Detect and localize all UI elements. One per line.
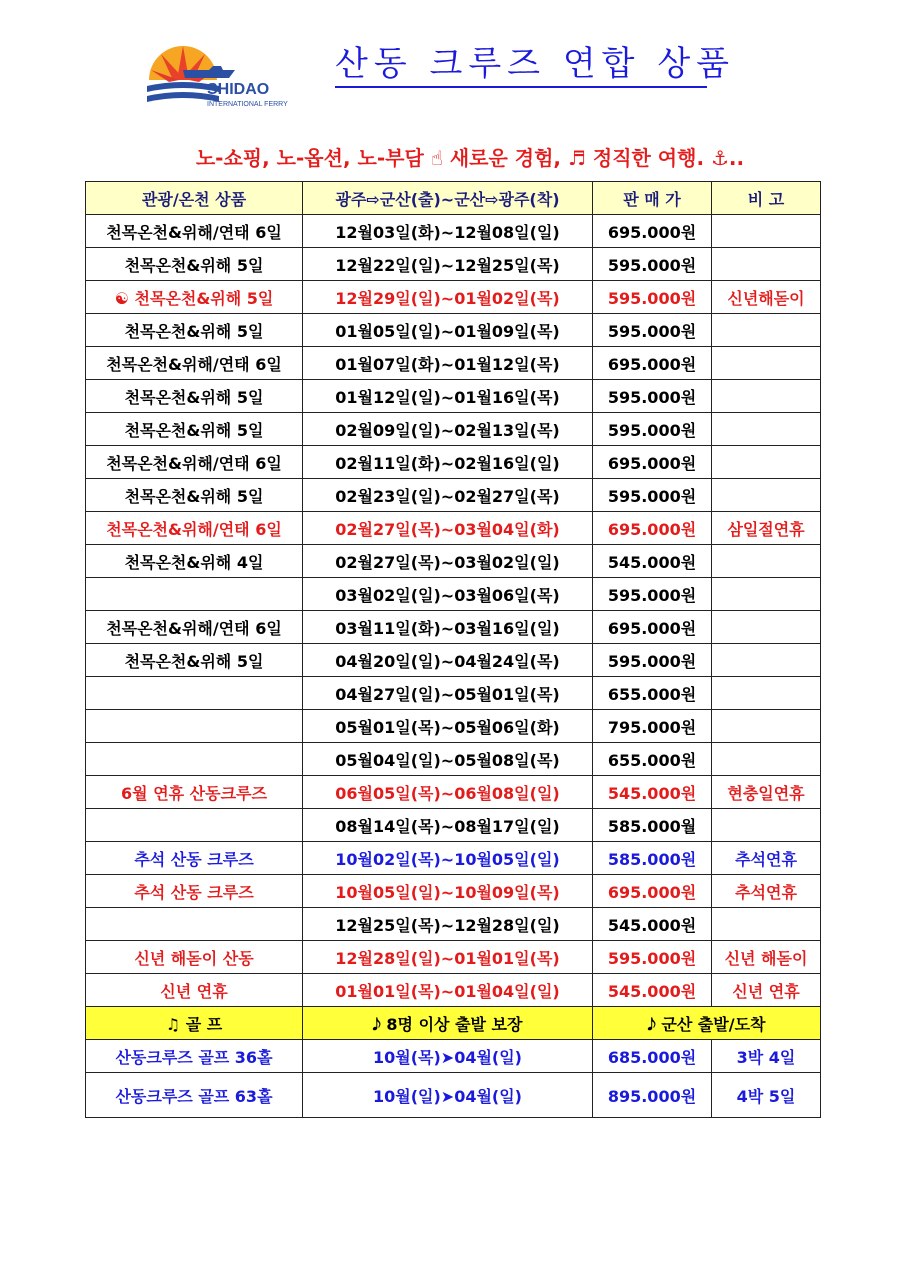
product-cell: 천목온천&위해 5일 [86,479,303,512]
golf-product-cell: 산동크루즈 골프 36홀 [86,1040,303,1073]
product-cell: 천목온천&위해 5일 [86,248,303,281]
note-cell: 신년 연휴 [712,974,821,1007]
product-cell: 천목온천&위해/연태 6일 [86,512,303,545]
table-row [86,644,821,677]
product-cell: 신년 해돋이 산동 [86,941,303,974]
table-row [86,776,821,809]
golf-header-title: ♫ 골 프 [86,1007,303,1040]
product-cell: 천목온천&위해/연태 6일 [86,215,303,248]
product-cell: 추석 산동 크루즈 [86,875,303,908]
table-row [86,743,821,776]
note-cell [712,380,821,413]
note-cell [712,644,821,677]
table-row [86,248,821,281]
note-cell: 추석연휴 [712,875,821,908]
dates-cell: 01월05일(일)~01월09일(목) [303,314,593,347]
dates-cell: 02월23일(일)~02월27일(목) [303,479,593,512]
price-cell: 545.000원 [593,776,712,809]
product-cell: 신년 연휴 [86,974,303,1007]
price-cell: 655.000원 [593,743,712,776]
note-cell [712,908,821,941]
price-cell: 595.000원 [593,281,712,314]
page-title: 산동 크루즈 연합 상품 [335,42,707,88]
golf-price-cell: 685.000원 [593,1040,712,1073]
price-cell: 695.000원 [593,215,712,248]
note-cell [712,479,821,512]
dates-cell: 05월04일(일)~05월08일(목) [303,743,593,776]
golf-dates-cell: 10월(일)➤04월(일) [303,1073,593,1118]
price-cell: 695.000원 [593,446,712,479]
product-cell: 천목온천&위해 5일 [86,380,303,413]
dates-cell: 12월25일(목)~12월28일(일) [303,908,593,941]
note-cell: 신년 해돋이 [712,941,821,974]
product-cell: 천목온천&위해 5일 [86,644,303,677]
price-cell: 545.000원 [593,908,712,941]
product-cell: 천목온천&위해 4일 [86,545,303,578]
table-row [86,314,821,347]
note-cell [712,743,821,776]
note-cell [712,677,821,710]
golf-header [86,1007,821,1040]
table-row [86,710,821,743]
price-cell: 595.000원 [593,248,712,281]
dates-cell: 03월11일(화)~03월16일(일) [303,611,593,644]
note-cell [712,347,821,380]
dates-cell: 08월14일(목)~08월17일(일) [303,809,593,842]
dates-cell: 05월01일(목)~05월06일(화) [303,710,593,743]
golf-price-cell: 895.000원 [593,1073,712,1118]
note-cell [712,578,821,611]
price-cell: 595.000원 [593,479,712,512]
slogan: 노-쇼핑, 노-옵션, 노-부담 ☝ 새로운 경험, ♬ 정직한 여행. ⚓.. [195,146,745,170]
header-price: 판 매 가 [593,182,712,215]
table-row [86,215,821,248]
product-cell [86,710,303,743]
price-cell: 695.000원 [593,611,712,644]
tour-table [85,181,821,1118]
note-cell [712,413,821,446]
table-row [86,281,821,314]
shidao-logo [143,40,289,112]
table-row [86,941,821,974]
dates-cell: 01월07일(화)~01월12일(목) [303,347,593,380]
dates-cell: 01월01일(목)~01월04일(일) [303,974,593,1007]
dates-cell: 02월09일(일)~02월13일(목) [303,413,593,446]
price-cell: 585.000월 [593,809,712,842]
product-cell: 천목온천&위해/연태 6일 [86,347,303,380]
product-cell: 천목온천&위해 5일 [86,413,303,446]
price-cell: 695.000원 [593,347,712,380]
golf-product-cell: 산동크루즈 골프 63홀 [86,1073,303,1118]
product-cell: 6월 연휴 산동크루즈 [86,776,303,809]
dates-cell: 02월27일(목)~03월04일(화) [303,512,593,545]
header-product: 관광/온천 상품 [86,182,303,215]
product-cell: 추석 산동 크루즈 [86,842,303,875]
golf-row [86,1040,821,1073]
table-row [86,545,821,578]
table-row [86,512,821,545]
golf-header-departure: 𝅘𝅥𝅮 군산 출발/도착 [593,1007,821,1040]
price-cell: 595.000원 [593,578,712,611]
golf-header-guarantee: 𝅘𝅥𝅮 8명 이상 출발 보장 [303,1007,593,1040]
dates-cell: 12월28일(일)~01월01일(목) [303,941,593,974]
price-cell: 545.000원 [593,545,712,578]
table-row [86,479,821,512]
note-cell [712,215,821,248]
dates-cell: 02월11일(화)~02월16일(일) [303,446,593,479]
note-cell [712,248,821,281]
product-cell [86,677,303,710]
golf-note-cell: 4박 5일 [712,1073,821,1118]
price-cell: 695.000원 [593,875,712,908]
price-cell: 595.000원 [593,644,712,677]
table-row [86,677,821,710]
note-cell [712,314,821,347]
price-cell: 595.000원 [593,941,712,974]
note-cell [712,809,821,842]
table-row [86,446,821,479]
logo-brand: SHIDAO [207,81,270,98]
dates-cell: 02월27일(목)~03월02일(일) [303,545,593,578]
dates-cell: 12월22일(일)~12월25일(목) [303,248,593,281]
table-row [86,875,821,908]
table-row [86,380,821,413]
table-row [86,413,821,446]
dates-cell: 12월29일(일)~01월02일(목) [303,281,593,314]
dates-cell: 01월12일(일)~01월16일(목) [303,380,593,413]
product-cell: 천목온천&위해/연태 6일 [86,446,303,479]
header-route: 광주⇨군산(출)~군산⇨광주(착) [303,182,593,215]
note-cell [712,710,821,743]
dates-cell: 10월05일(일)~10월09일(목) [303,875,593,908]
dates-cell: 03월02일(일)~03월06일(목) [303,578,593,611]
product-cell: ☯ 천목온천&위해 5일 [86,281,303,314]
note-cell [712,545,821,578]
table-row [86,809,821,842]
table-row [86,842,821,875]
product-cell [86,908,303,941]
price-cell: 655.000원 [593,677,712,710]
product-cell: 천목온천&위해/연태 6일 [86,611,303,644]
dates-cell: 12월03일(화)~12월08일(일) [303,215,593,248]
note-cell: 추석연휴 [712,842,821,875]
product-cell [86,743,303,776]
golf-note-cell: 3박 4일 [712,1040,821,1073]
product-cell [86,578,303,611]
price-cell: 695.000원 [593,512,712,545]
dates-cell: 04월20일(일)~04월24일(목) [303,644,593,677]
price-cell: 595.000원 [593,380,712,413]
header-note: 비 고 [712,182,821,215]
table-row [86,974,821,1007]
logo-subtitle: INTERNATIONAL FERRY [207,101,288,108]
dates-cell: 10월02일(목)~10월05일(일) [303,842,593,875]
table-row [86,908,821,941]
price-cell: 545.000원 [593,974,712,1007]
price-cell: 595.000원 [593,413,712,446]
dates-cell: 04월27일(일)~05월01일(목) [303,677,593,710]
note-cell: 삼일절연휴 [712,512,821,545]
table-row [86,347,821,380]
note-cell: 신년해돋이 [712,281,821,314]
golf-row [86,1073,821,1118]
price-cell: 595.000원 [593,314,712,347]
product-cell: 천목온천&위해 5일 [86,314,303,347]
table-row [86,578,821,611]
table-header [86,182,821,215]
dates-cell: 06월05일(목)~06월08일(일) [303,776,593,809]
note-cell [712,446,821,479]
table-row [86,611,821,644]
golf-dates-cell: 10월(목)➤04월(일) [303,1040,593,1073]
note-cell: 현충일연휴 [712,776,821,809]
product-cell [86,809,303,842]
price-cell: 795.000원 [593,710,712,743]
note-cell [712,611,821,644]
price-cell: 585.000원 [593,842,712,875]
